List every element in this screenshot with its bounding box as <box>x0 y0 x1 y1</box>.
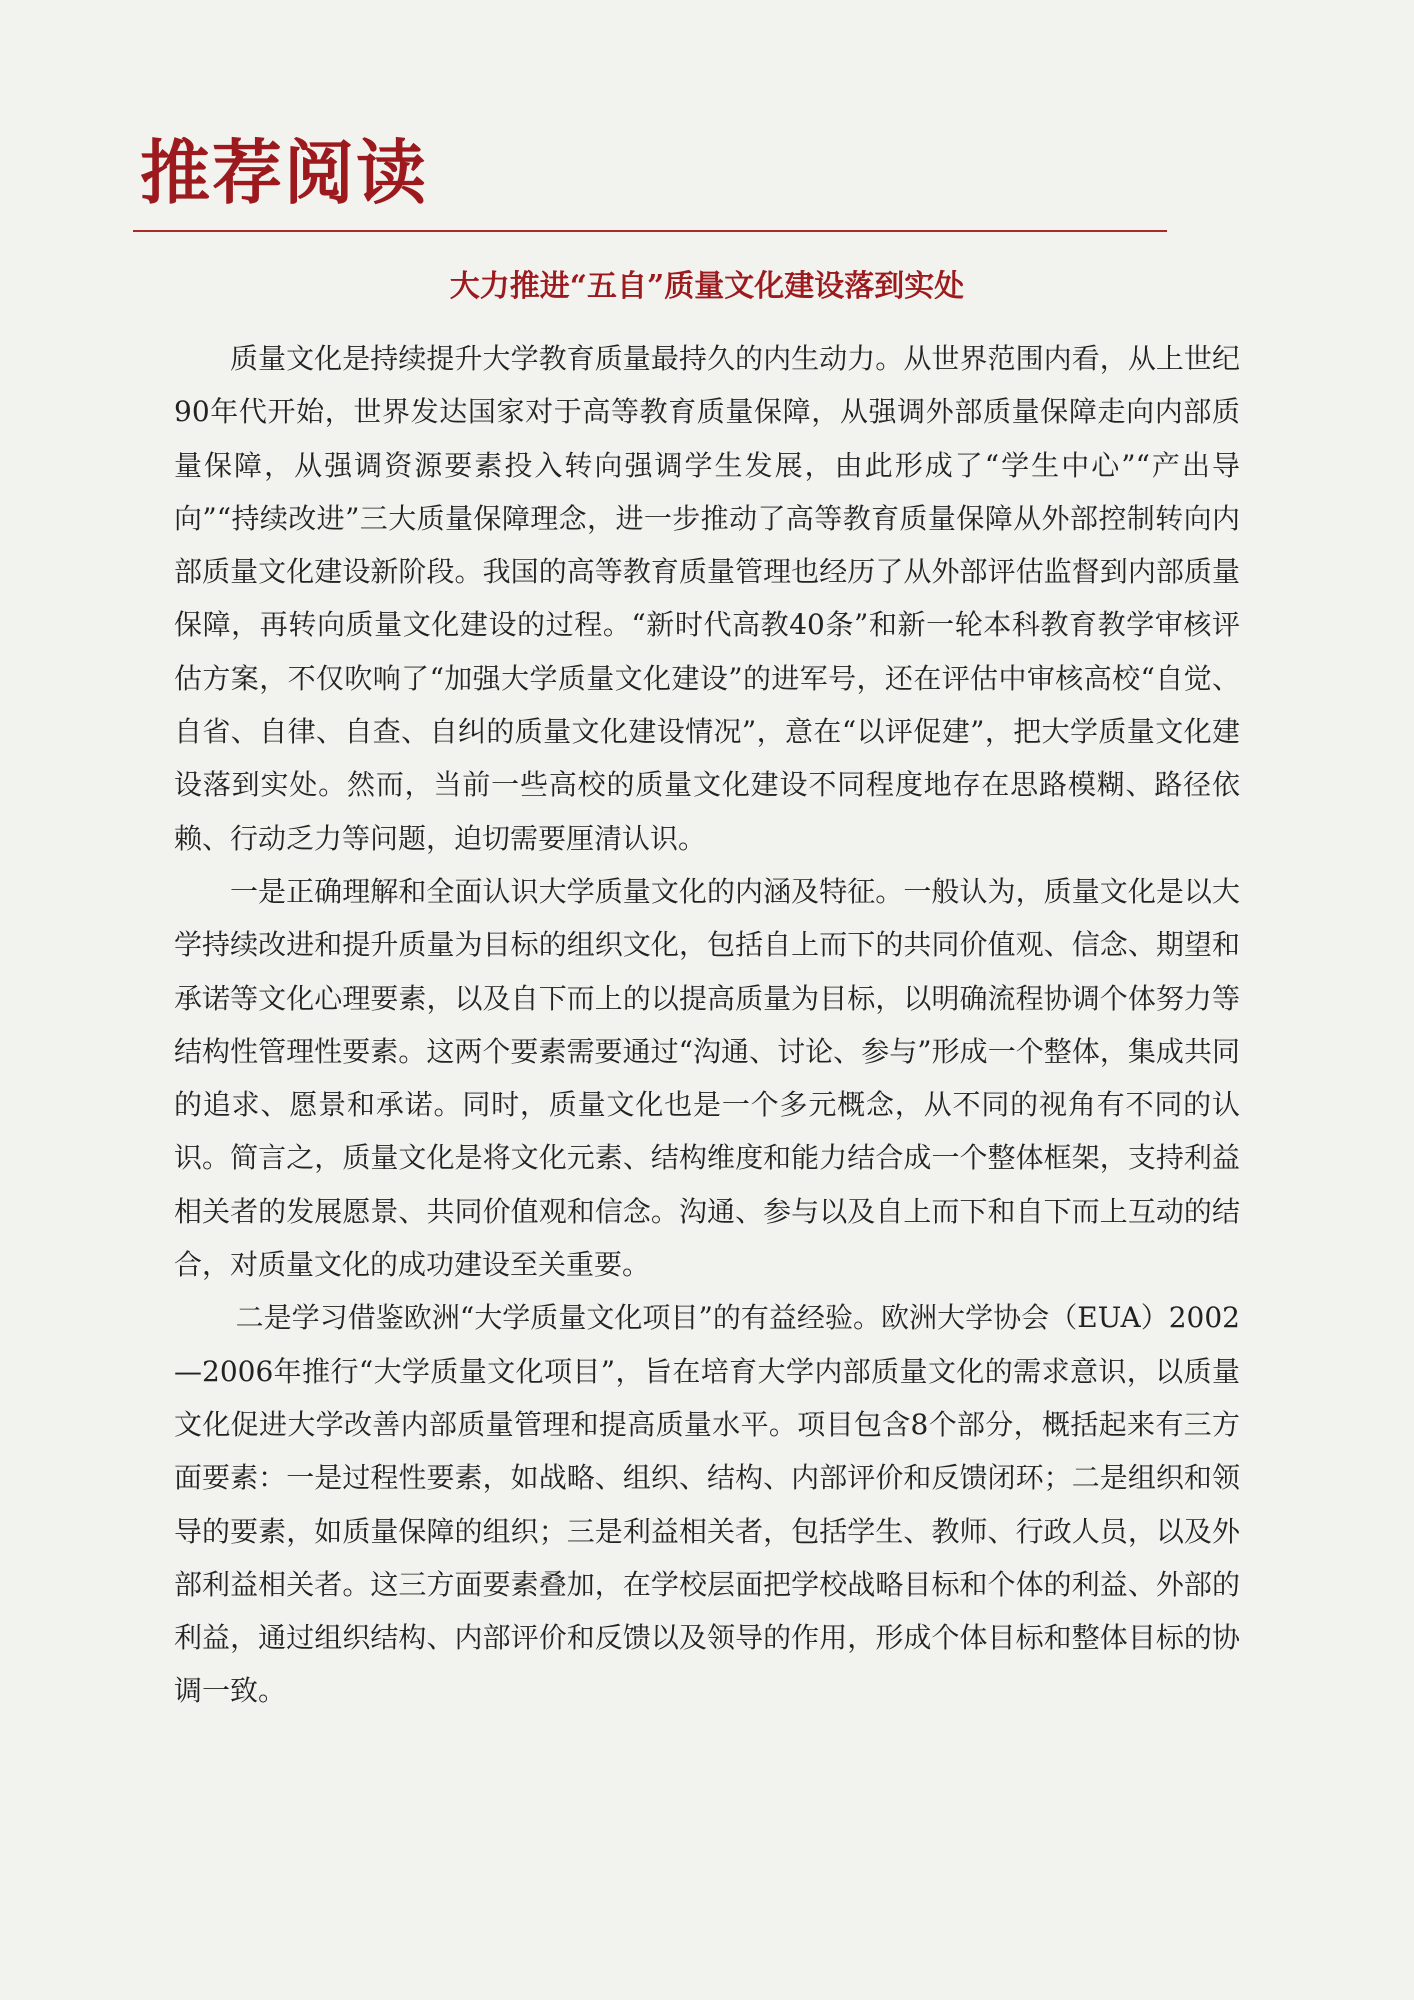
heading-divider <box>133 230 1167 232</box>
article-body <box>174 332 1240 1718</box>
article-title: 大力推进“五自”质量文化建设落到实处 <box>449 269 965 304</box>
article-paragraph: 二是学习借鉴欧洲“大学质量文化项目”的有益经验。欧洲大学协会（EUA）2002—2006年推行“大学质量文化项目”，旨在培育大学内部质量文化的需求意识，以质量文化促进大学改善内部质量管理和提高质量水平。项目包含8个部分，概括起来有三方面要素：一是过程性要素，如战略、组织、结构、内部评价和反馈闭环；二是组织和领导的要素，如质量保障的组织；三是利益相关者，包括学生、教师、行政人员，以及外部利益相关者。这三方面要素叠加，在学校层面把学校战略目标和个体的利益、外部的利益，通过组织结构、内部评价和反馈以及领导的作用，形成个体目标和整体目标的协调一致。 <box>174 1301 1240 1708</box>
section-heading: 推荐阅读 <box>140 131 428 214</box>
article-paragraph: 质量文化是持续提升大学教育质量最持久的内生动力。从世界范围内看，从上世纪90年代开始，世界发达国家对于高等教育质量保障，从强调外部质量保障走向内部质量保障，从强调资源要素投入转向强调学生发展，由此形成了“学生中心”“产出导向”“持续改进”三大质量保障理念，进一步推动了高等教育质量保障从外部控制转向内部质量文化建设新阶段。我国的高等教育质量管理也经历了从外部评估监督到内部质量保障，再转向质量文化建设的过程。“新时代高教40条”和新一轮本科教育教学审核评估方案，不仅吹响了“加强大学质量文化建设”的进军号，还在评估中审核高校“自觉、自省、自律、自查、自纠的质量文化建设情况”，意在“以评促建”，把大学质量文化建设落到实处。然而，当前一些高校的质量文化建设不同程度地存在思路模糊、路径依赖、行动乏力等问题，迫切需要厘清认识。 <box>174 342 1240 855</box>
article-paragraph: 一是正确理解和全面认识大学质量文化的内涵及特征。一般认为，质量文化是以大学持续改进和提升质量为目标的组织文化，包括自上而下的共同价值观、信念、期望和承诺等文化心理要素，以及自下而上的以提高质量为目标，以明确流程协调个体努力等结构性管理性要素。这两个要素需要通过“沟通、讨论、参与”形成一个整体，集成共同的追求、愿景和承诺。同时，质量文化也是一个多元概念，从不同的视角有不同的认识。简言之，质量文化是将文化元素、结构维度和能力结合成一个整体框架，支持利益相关者的发展愿景、共同价值观和信念。沟通、参与以及自上而下和自下而上互动的结合，对质量文化的成功建设至关重要。 <box>174 874 1240 1282</box>
